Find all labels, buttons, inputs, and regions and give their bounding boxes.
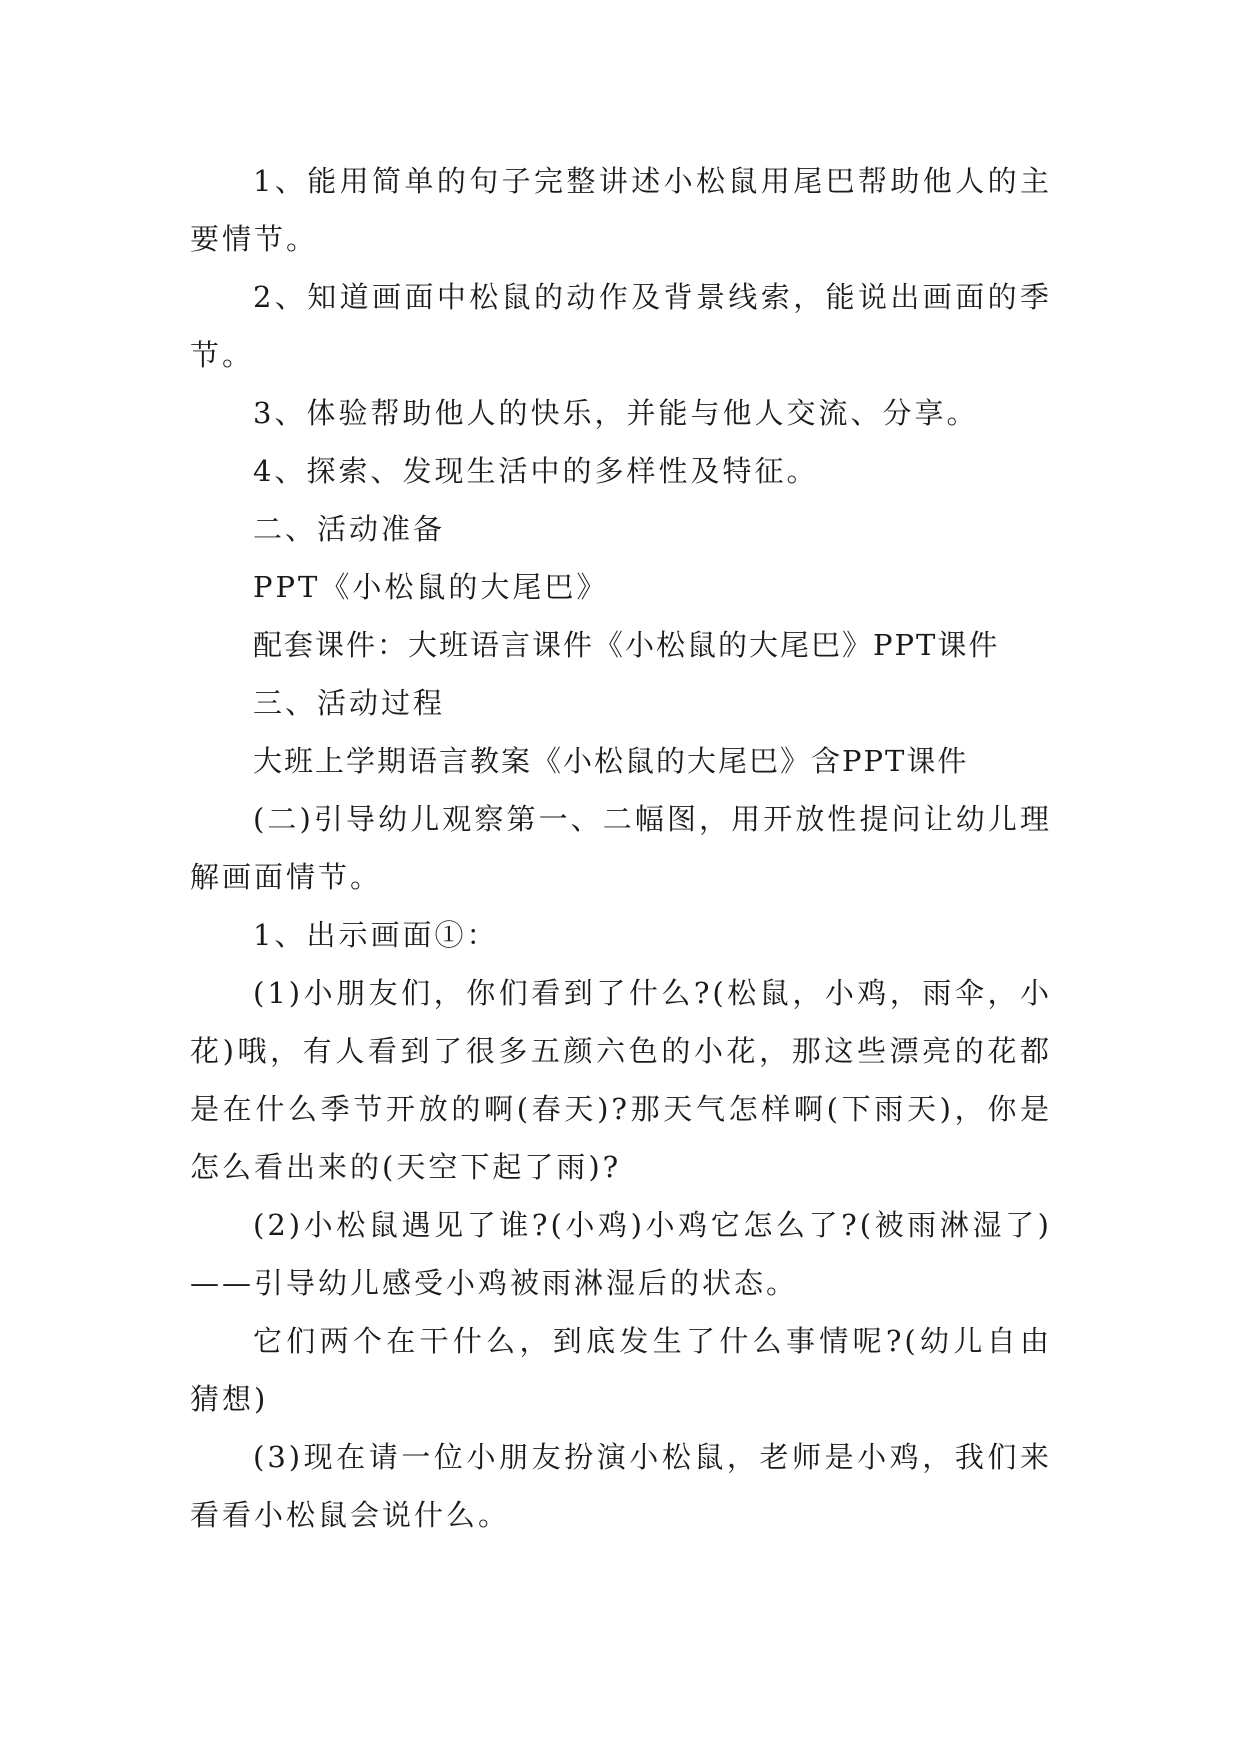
section-heading-preparation: 二、活动准备 <box>253 512 446 546</box>
paragraph-lesson-title: 大班上学期语言教案《小松鼠的大尾巴》含PPT课件 <box>253 744 969 778</box>
section-heading-process: 三、活动过程 <box>253 686 446 720</box>
paragraph-step-2: (二)引导幼儿观察第一、二幅图，用开放性提问让幼儿理解画面情节。 <box>190 802 1052 894</box>
document-body <box>190 152 1052 1544</box>
paragraph-show-picture-1: 1、出示画面①： <box>253 918 499 952</box>
paragraph-goal-4: 4、探索、发现生活中的多样性及特征。 <box>253 454 819 488</box>
paragraph-ppt-title: PPT《小松鼠的大尾巴》 <box>253 570 609 604</box>
paragraph-question-2: (2)小松鼠遇见了谁?(小鸡)小鸡它怎么了?(被雨淋湿了)——引导幼儿感受小鸡被雨淋湿后的状态。 <box>190 1208 1052 1300</box>
paragraph-guess: 它们两个在干什么，到底发生了什么事情呢?(幼儿自由猜想) <box>190 1324 1052 1416</box>
paragraph-goal-1: 1、能用简单的句子完整讲述小松鼠用尾巴帮助他人的主要情节。 <box>190 164 1052 256</box>
paragraph-question-1: (1)小朋友们，你们看到了什么?(松鼠，小鸡，雨伞，小花)哦，有人看到了很多五颜六色的小花，那这些漂亮的花都是在什么季节开放的啊(春天)?那天气怎样啊(下雨天)，你是怎么看出来的(天空下起了雨)? <box>190 976 1052 1184</box>
paragraph-goal-3: 3、体验帮助他人的快乐，并能与他人交流、分享。 <box>253 396 979 430</box>
paragraph-question-3: (3)现在请一位小朋友扮演小松鼠，老师是小鸡，我们来看看小松鼠会说什么。 <box>190 1440 1052 1532</box>
paragraph-courseware: 配套课件：大班语言课件《小松鼠的大尾巴》PPT课件 <box>253 628 1000 662</box>
paragraph-goal-2: 2、知道画面中松鼠的动作及背景线索，能说出画面的季节。 <box>190 280 1052 372</box>
